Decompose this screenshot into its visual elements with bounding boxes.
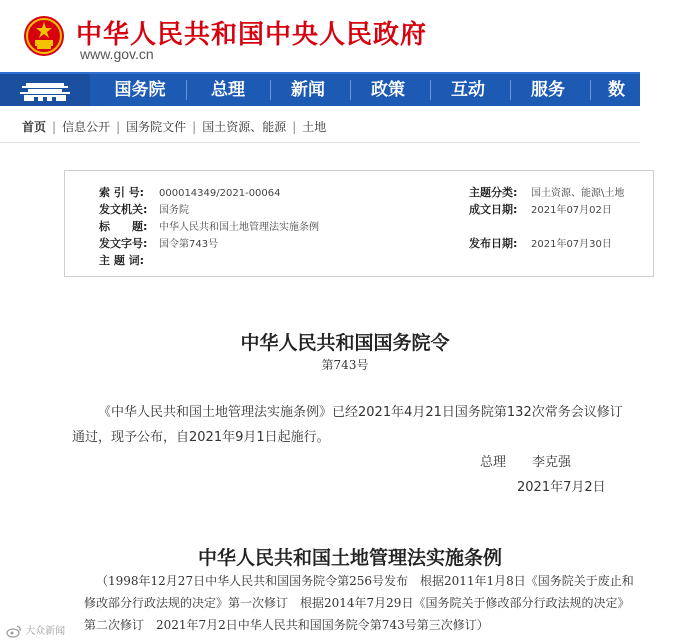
breadcrumb-divider bbox=[0, 142, 640, 143]
regulation-title: 中华人民共和国土地管理法实施条例 bbox=[197, 547, 502, 569]
meta-value: 2021年07月30日 bbox=[531, 239, 612, 250]
meta-written-date bbox=[469, 201, 612, 217]
nav-divider bbox=[510, 80, 511, 100]
nav-divider bbox=[186, 80, 187, 100]
meta-label: 发文字号: bbox=[99, 237, 148, 250]
decree-title: 中华人民共和国国务院令 bbox=[240, 332, 450, 354]
tiananmen-icon[interactable] bbox=[0, 74, 90, 106]
breadcrumb-home[interactable]: 首页 bbox=[22, 120, 47, 134]
breadcrumb-separator: | bbox=[192, 120, 197, 134]
nav-item-data[interactable]: 数据 bbox=[608, 80, 625, 132]
breadcrumb-separator: | bbox=[52, 120, 57, 134]
meta-publish-date bbox=[469, 235, 612, 251]
nav-divider bbox=[270, 80, 271, 100]
decree-number: 第743号 bbox=[321, 358, 369, 372]
meta-value: 国令第743号 bbox=[159, 239, 219, 250]
site-title[interactable]: 中华人民共和国中央人民政府 bbox=[76, 20, 428, 50]
watermark-text: 大众新闻 bbox=[25, 626, 66, 637]
breadcrumb bbox=[22, 118, 326, 135]
meta-value: 2021年07月02日 bbox=[531, 205, 612, 216]
meta-document-number bbox=[99, 235, 218, 251]
meta-title bbox=[99, 218, 319, 234]
meta-label: 主 题 词: bbox=[99, 254, 145, 267]
meta-label: 标 题: bbox=[99, 220, 148, 233]
signer-role: 总理 bbox=[480, 455, 507, 470]
signer bbox=[480, 451, 571, 470]
site-header bbox=[0, 0, 640, 72]
sign-date: 2021年7月2日 bbox=[517, 480, 606, 495]
meta-subject-category bbox=[469, 184, 624, 200]
meta-label: 成文日期: bbox=[469, 203, 518, 216]
signer-name: 李克强 bbox=[532, 455, 572, 470]
nav-item-state-council[interactable]: 国务院 bbox=[114, 80, 166, 100]
nav-divider bbox=[350, 80, 351, 100]
meta-label: 发文机关: bbox=[99, 203, 148, 216]
meta-keywords bbox=[99, 252, 159, 268]
nav-divider bbox=[430, 80, 431, 100]
breadcrumb-info-disclosure[interactable]: 信息公开 bbox=[62, 120, 111, 134]
meta-value: 国务院 bbox=[159, 205, 189, 216]
breadcrumb-state-council-documents[interactable]: 国务院文件 bbox=[126, 120, 187, 134]
nav-item-news[interactable]: 新闻 bbox=[291, 80, 325, 100]
nav-item-premier[interactable]: 总理 bbox=[211, 80, 245, 100]
meta-value: 中华人民共和国土地管理法实施条例 bbox=[159, 222, 319, 233]
national-emblem-icon[interactable] bbox=[22, 14, 66, 58]
regulation-history: （1998年12月27日中华人民共和国国务院令第256号发布 根据2011年1月8日《国务院关于废止和修改部分行政法规的决定》第一次修订 根据2014年7月29日《国务院关于修改部分行政法规的决定》第二次修订 2021年7月2日中华人民共和国国务院令第743号第三次修订） bbox=[84, 574, 634, 632]
meta-value: 国土资源、能源\土地 bbox=[531, 188, 625, 199]
watermark bbox=[6, 622, 65, 638]
meta-label: 主题分类: bbox=[469, 186, 518, 199]
meta-value: 000014349/2021-00064 bbox=[159, 188, 281, 199]
nav-item-policy[interactable]: 政策 bbox=[371, 80, 405, 100]
breadcrumb-land[interactable]: 土地 bbox=[302, 120, 327, 134]
breadcrumb-separator: | bbox=[116, 120, 121, 134]
weibo-logo-icon bbox=[6, 624, 22, 638]
nav-item-interaction[interactable]: 互动 bbox=[451, 80, 485, 100]
meta-label: 索 引 号: bbox=[99, 186, 145, 199]
meta-label: 发布日期: bbox=[469, 237, 518, 250]
breadcrumb-separator: | bbox=[292, 120, 297, 134]
meta-index-number bbox=[99, 184, 281, 200]
decree-body: 《中华人民共和国土地管理法实施条例》已经2021年4月21日国务院第132次常务会议修订通过，现予公布，自2021年9月1日起施行。 bbox=[72, 405, 623, 445]
site-url[interactable]: www.gov.cn bbox=[80, 46, 154, 62]
nav-item-services[interactable]: 服务 bbox=[531, 80, 565, 100]
meta-issuing-authority bbox=[99, 201, 189, 217]
document-meta-box bbox=[64, 170, 654, 277]
breadcrumb-land-energy[interactable]: 国土资源、能源 bbox=[202, 120, 287, 134]
nav-divider bbox=[590, 80, 591, 100]
